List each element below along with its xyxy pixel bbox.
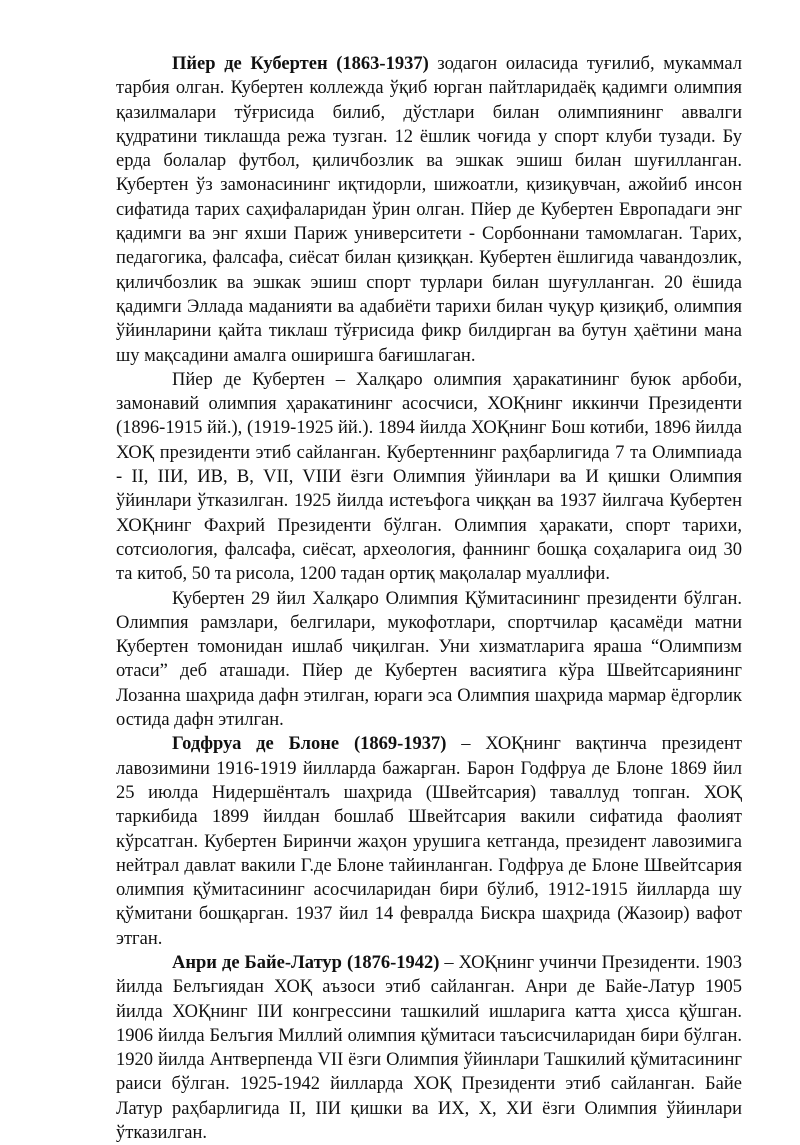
- paragraph-text: – ХОҚнинг вақтинча президент лавозимини 1916-1919 йилларда бажарган. Барон Годфруа де Блоне 1869 йил 25 июлда Нидершёнталъ шаҳрида (Швейтсария) таваллуд топган. ХОҚ таркибида 1899 йилдан бошлаб Швейтсария вакили сифатида фаолият кўрсатган. Кубертен Биринчи жаҳон урушига кетганда, президент лавозимига нейтрал давлат вакили Г.де Блоне тайинланган. Годфруа де Блоне Швейтсария олимпия қўмитасининг асосчиларидан бири бўлиб, 1912-1915 йилларда шу қўмитани бошқарган. 1937 йил 14 февралда Бискра шаҳрида (Жазоир) вафот этган.: [116, 734, 743, 949]
- paragraph-text: Пйер де Кубертен – Халқаро олимпия ҳаракатининг буюк арбоби, замонавий олимпия ҳаракатининг асосчиси, ХОҚнинг иккинчи Президенти (1896-1915 йй.), (1919-1925 йй.). 1894 йилда ХОҚнинг Бош котиби, 1896 йилда ХОҚ президенти этиб сайланган. Кубертеннинг раҳбарлигида 7 та Олимпиада - II, IIИ, ИВ, В, VII, VIIИ ёзги Олимпия ўйинлари ва И қишки Олимпия ўйинлари ўтказилган. 1925 йилда истеъфога чиққан ва 1937 йилгача Кубертен ХОҚнинг Фахрий Президенти бўлган. Олимпия ҳаракати, спорт тарихи, сотсиология, фалсафа, сиёсат, археология, фаннинг бошқа соҳаларига оид 30 та китоб, 50 та рисола, 1200 тадан ортиқ мақолалар муаллифи.: [116, 369, 742, 585]
- heading-baillet-latour: Анри де Байе-Латур (1876-1942): [172, 952, 440, 973]
- paragraph-baillet-latour: [116, 951, 742, 1145]
- paragraph-coubertin-ioc: [116, 368, 742, 587]
- heading-de-blonay: Годфруа де Блоне (1869-1937): [172, 734, 447, 755]
- paragraph-de-blonay: [116, 732, 742, 951]
- paragraph-text: Кубертен 29 йил Халқаро Олимпия Қўмитасининг президенти бўлган. Олимпия рамзлари, белгилари, мукофотлари, спортчилар қасамёди матни Кубертен томонидан ишлаб чиқилган. Уни хизматларига яраша “Олимпизм отаси” деб аташади. Пйер де Кубертен васиятига кўра Швейтсариянинг Лозанна шаҳрида дафн этилган, юраги эса Олимпия шаҳрида мармар ёдгорлик остида дафн этилган.: [116, 588, 742, 731]
- paragraph-text: зодагон оиласида туғилиб, мукаммал тарбия олган. Кубертен коллежда ўқиб юрган пайтларидаёқ қадимги олимпия қазилмалари тўғрисида билиб, дўстлари билан олимпиянинг аввалги қудратини тиклашда режа тузган. 12 ёшлик чоғида у спорт клуби тузади. Бу ерда болалар футбол, қиличбозлик ва эшкак эшиш билан шуғилланган. Кубертен ўз замонасининг иқтидорли, шижоатли, қизиқувчан, ажойиб инсон сифатида тарих саҳифаларидан ўрин олган. Пйер де Кубертен Европадаги энг қадимги ва энг яхши Париж университети - Сорбоннани тамомлаган. Тарих, педагогика, фалсафа, сиёсат билан қизиққан. Кубертен ёшлигида чавандозлик, қиличбозлик ва эшкак эшиш спорт турлари билан шуғулланган. 20 ёшида қадимги Эллада маданияти ва адабиёти тарихи билан чуқур қизиқиб, олимпия ўйинларини қайта тиклаш тўғрисида фикр билдирган ва бутун ҳаётини мана шу мақсадини амалга оширишга бағишлаган.: [116, 54, 742, 366]
- paragraph-coubertin-legacy: [116, 587, 742, 733]
- document-page: [116, 52, 742, 1145]
- heading-coubertin: Пйер де Кубертен (1863-1937): [172, 54, 429, 74]
- paragraph-coubertin-bio: [116, 52, 742, 368]
- paragraph-text: – ХОҚнинг учинчи Президенти. 1903 йилда Белъгиядан ХОҚ аъзоси этиб сайланган. Анри де Байе-Латур 1905 йилда ХОҚнинг IIИ конгрессини ташкилий ишларига катта ҳисса қўшган. 1906 йилда Белъгия Миллий олимпия қўмитаси таъсисчиларидан бири бўлган. 1920 йилда Антверпенда VII ёзги Олимпия ўйинлари Ташкилий қўмитасининг раиси бўлган. 1925-1942 йилларда ХОҚ Президенти этиб сайланган. Байе Латур раҳбарлигида II, IIИ қишки ва ИХ, Х, ХИ ёзги Олимпия ўйинлари ўтказилган.: [116, 952, 742, 1144]
